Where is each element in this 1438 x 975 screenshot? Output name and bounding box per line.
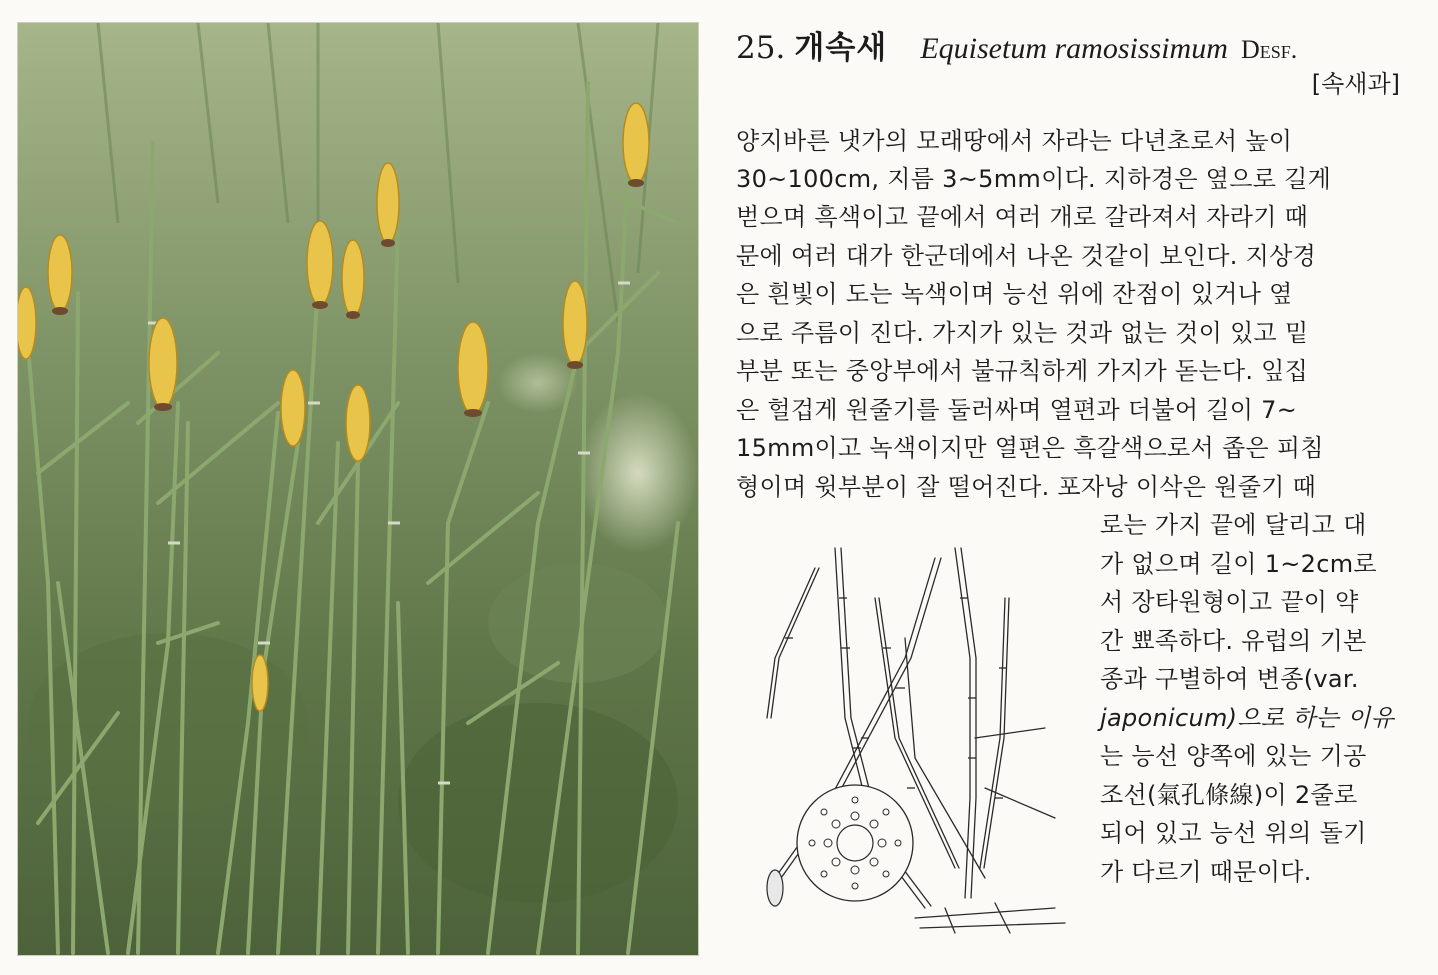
plant-photo <box>17 22 699 956</box>
body-line: 로는 가지 끝에 달리고 대 <box>1100 511 1367 539</box>
author-citation: Desf. <box>1240 35 1298 64</box>
body-line: 는 능선 양쪽에 있는 기공 <box>1100 742 1367 770</box>
body-line: 간 뾰족하다. 유럽의 기본 <box>1100 627 1367 655</box>
body-line: 부분 또는 중앙부에서 불규칙하게 가지가 돋는다. 잎집 <box>736 357 1309 385</box>
body-line: 15mm이고 녹색이지만 열편은 흑갈색으로서 좁은 피침 <box>736 434 1324 462</box>
body-line: 되어 있고 능선 위의 돌기 <box>1100 819 1367 847</box>
body-line: 30~100cm, 지름 3~5mm이다. 지하경은 옆으로 길게 <box>736 165 1332 193</box>
plant-illustration <box>755 538 1095 938</box>
species-title <box>736 22 1416 66</box>
body-line: 으로 주름이 진다. 가지가 있는 것과 없는 것이 있고 밑 <box>736 319 1309 347</box>
body-line: 가 없으며 길이 1~2cm로 <box>1100 550 1377 578</box>
body-line: 벋으며 흑색이고 끝에서 여러 개로 갈라져서 자라기 때 <box>736 203 1309 231</box>
body-line: 양지바른 냇가의 모래땅에서 자라는 다년초로서 높이 <box>736 127 1293 155</box>
body-line: 은 헐겁게 원줄기를 둘러싸며 열편과 더불어 길이 7~ <box>736 396 1298 424</box>
body-line: 가 다르기 때문이다. <box>1100 858 1312 886</box>
body-line: japonicum)으로 하는 이유 <box>1100 704 1395 732</box>
korean-name: 개속새 <box>794 30 888 66</box>
body-line: 종과 구별하여 변종(var. <box>1100 665 1359 693</box>
scientific-name: Equisetum ramosissimum <box>920 32 1228 65</box>
body-line: 조선(氣孔條線)이 2줄로 <box>1100 781 1358 809</box>
body-line: 서 장타원형이고 끝이 약 <box>1100 588 1359 616</box>
body-line: 은 흰빛이 도는 녹색이며 능선 위에 잔점이 있거나 옆 <box>736 280 1293 308</box>
body-line: 문에 여러 대가 한군데에서 나온 것같이 보인다. 지상경 <box>736 242 1317 270</box>
body-line: 형이며 윗부분이 잘 떨어진다. 포자낭 이삭은 원줄기 때 <box>736 473 1317 501</box>
species-number: 25. <box>736 30 786 66</box>
family-name: [속새과] <box>1311 70 1400 98</box>
